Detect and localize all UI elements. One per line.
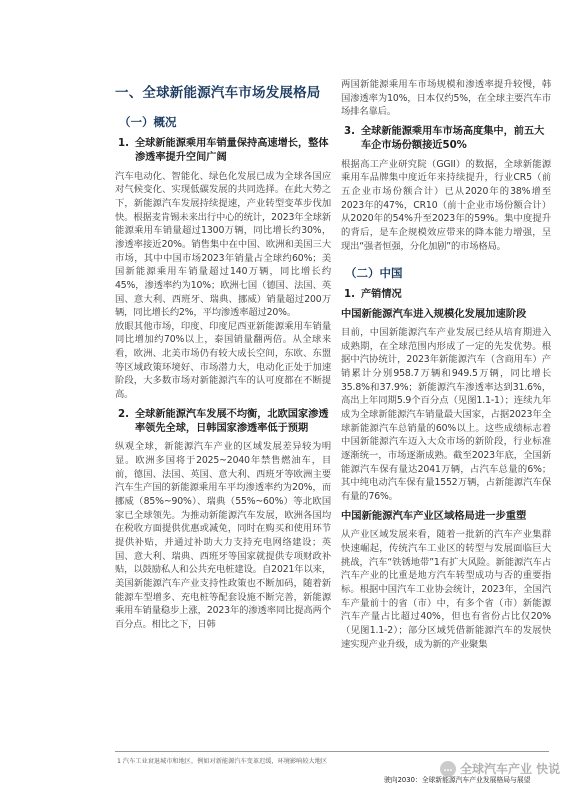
footnote-divider [115,751,549,752]
subheading-text: 全球新能源汽车发展不均衡，北欧国家渗透率领先全球，日韩国家渗透率低于预期 [135,408,329,434]
left-column [115,81,331,632]
subheading-text: 全球新能源乘用车销量保持高速增长，整体渗透率提升空间广阔 [135,138,329,163]
subheading-number: 2. [118,408,129,420]
chapter-title: 一、全球新能源汽车市场发展格局 [115,85,321,101]
paragraph: 两国新能源乘用车市场规模和渗透率提升较慢，韩国渗透率为10%，日本仅约5%，在全球主要汽车市场排名靠后。 [341,79,551,118]
subheading-2 [115,408,331,436]
subheading-1 [115,137,331,165]
paragraph: 汽车电动化、智能化、绿色化发展已成为全球各国应对气候变化、实现低碳发展的共同选择。在此大势之下，新能源汽车发展持续提速，产业转型变革步伐加快。根据麦肯锡未来出行中心的统计，2023年全球新能源乘用车销量超过1300万辆，同比增长约30%，渗透率接近20%。销售集中在中国、欧洲和美国三大市场，其中中国市场2023年销量占全球约60%；美国新能源乘用车销量超过140万辆，同比增长约45%，渗透率约为10%；欧洲七国（德国、法国、英国、意大利、西班牙、瑞典、挪威）销量超过200万辆，同比增长约2%，平均渗透率超过20%。 [115,170,331,319]
watermark-text: 全球汽车产业 快说 [460,762,561,776]
paragraph: 根据高工产业研究院（GGII）的数据，全球新能源乘用车品牌集中度近年来持续提升，行业CR5（前五企业市场份额合计）已从2020年的38%增至2023年的47%，CR10（前十企业市场份额合计）从2020年的54%升至2023年的59%。集中度提升的背后，是车企规模效应带来的降本能力增强，呈现出“强者恒强，分化加剧”的市场格局。 [341,158,551,252]
subheading-production-sales [341,288,551,302]
footnote: 1 汽车工业衰退城市和地区，例如对新能源汽车变革迟缓，环境影响较大地区 [117,758,328,765]
watermark [440,760,560,777]
paragraph: 目前，中国新能源汽车产业发展已经从培育期进入成熟期，在全球范围内形成了一定的先发优势。根据中汽协统计，2023年新能源汽车（含商用车）产销累计分别958.7万辆和949.5万辆，同比增长35.8%和37.9%；新能源汽车渗透率达到31.6%，高出上年同期5.9个百分点（见图1.1-1）；连续九年成为全球新能源汽车销量最大国家，占据2023年全球新能源汽车总销量的60%以上。这些成绩标志着中国新能源汽车迈入大众市场的新阶段，行业标准逐渐统一，市场逐渐成熟。截至2023年底，全国新能源汽车保有量达2041万辆，占汽车总量的6%；其中纯电动汽车保有量1552万辆，占新能源汽车保有量的76%。 [341,326,551,502]
subheading-3 [341,125,551,153]
paragraph: 放眼其他市场，印度、印度尼西亚新能源乘用车销量同比增加约70%以上，泰国销量翻两倍。从全球来看，欧洲、北美市场仍有较大成长空间，东欧、东盟等区域政策环境好、市场潜力大，电动化正处于加速阶段，大多数市场对新能源汽车的认可度都在不断提高。 [115,320,331,401]
subheading-text: 全球新能源乘用车市场高度集中，前五大车企市场份额接近50% [361,125,545,151]
block-heading: 中国新能源汽车产业区域格局进一步重塑 [341,510,527,523]
section-title-china: （二）中国 [345,266,403,281]
right-column [341,78,551,651]
subheading-number: 3. [344,125,355,137]
section-title-overview: （一）概况 [119,115,177,129]
subheading-number: 1. [118,138,129,149]
paragraph: 从产业区域发展来看，随着一批新的汽车产业集群快速崛起，传统汽车工业区的转型与发展面临巨大挑战，汽车“铁锈地带”1有扩大风险。新能源汽车占汽车产业的比重是地方汽车转型成功与否的重要指标。根据中国汽车工业协会统计，2023年，全国汽车产量前十的省（市）中，有多个省（市）新能源汽车产量占比超过40%，但也有省份占比仅20%（见图1.1-2）；部分区域凭借新能源汽车的发展快速实现产业升级，成为新的产业聚集 [341,529,551,650]
chat-bubble-icon: … [440,761,456,777]
subheading-number: 1. [344,289,355,301]
subheading-text: 产销情况 [361,289,402,301]
paragraph: 纵观全球，新能源汽车产业的区域发展差异较为明显。欧洲多国将于2025~2040年禁售燃油车，目前，德国、法国、英国、意大利、西班牙等欧洲主要汽车生产国的新能源乘用车平均渗透率约为20%，而挪威（85%~90%）、瑞典（55%~60%）等北欧国家已全球领先。为推动新能源汽车发展，欧洲各国均在税收方面提供优惠或减免，同时在购买和使用环节提供补贴，并通过补助大力支持充电网络建设；英国、意大利、瑞典、西班牙等国家就提供专项财政补贴，以鼓励私人和公共充电桩建设。自2021年以来，美国新能源汽车产业支持性政策也不断加码，随着新能源车型增多、充电桩等配套设施不断完善，新能源乘用车销量稳步上涨，2023年的渗透率同比提高两个百分点。相比之下，日韩 [115,441,331,630]
block-heading: 中国新能源汽车进入规模化发展加速阶段 [341,307,527,320]
page-footer: 驶向2030：全球新能源汽车产业发展格局与展望 [384,776,531,784]
